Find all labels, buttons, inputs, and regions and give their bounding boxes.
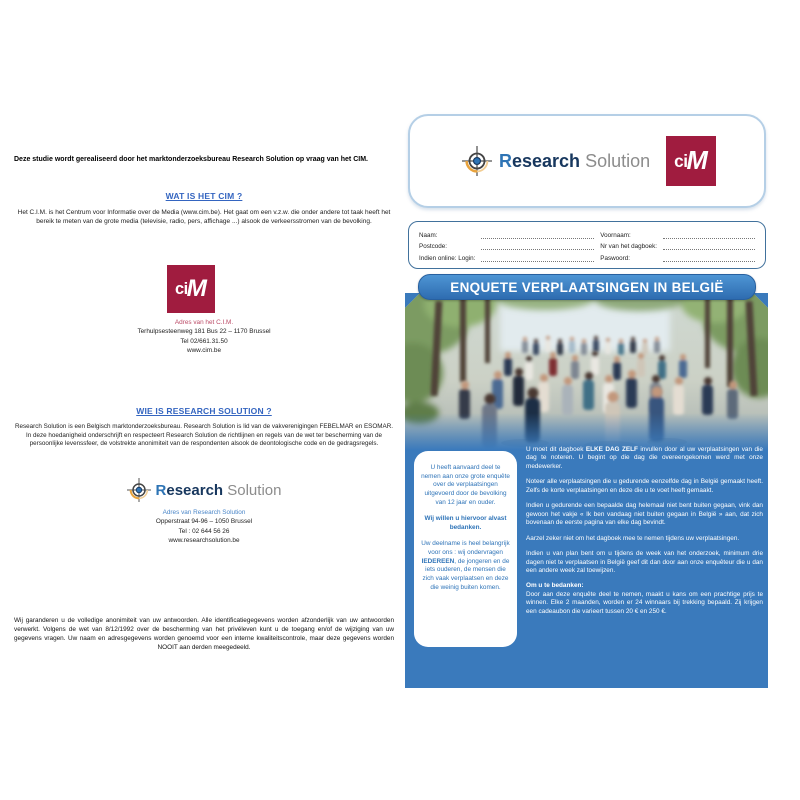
cim-address-block — [14, 318, 394, 355]
rs-logo-research: Research — [499, 150, 581, 171]
dagboeknr-label: Nr van het dagboek: — [600, 243, 657, 251]
rs-address-street: Opperstraat 94-96 – 1050 Brussel — [155, 518, 253, 526]
reward-paragraph: Door aan deze enquête deel te nemen, maakt u kans om een prachtige prijs te winnen. Elke 2 maanden, worden er 24 winnaars bij trekking bepaald. Zij krijgen een cadeaubon die varieert tussen 20 € en 250 €. — [526, 590, 763, 615]
cim-logo: ci M — [666, 136, 716, 186]
survey-title-banner — [418, 274, 756, 300]
welcome-paragraph-3: Uw deelname is heel belangrijk voor ons : wij ondervragen IEDEREEN, de jongeren en de iets ouderen, de mensen die zich vaak verplaatsen en deze die weinig buiten komen. — [421, 540, 510, 591]
voornaam-field — [663, 231, 755, 239]
cim-logo-text: ci — [175, 279, 188, 298]
cim-address-street: Terhulpsesteenweg 181 Bus 22 – 1170 Brussel — [137, 328, 271, 336]
respondent-form — [408, 221, 766, 269]
voornaam-label: Voornaam: — [600, 231, 631, 239]
rs-address-label: Adres van Research Solution — [162, 509, 246, 516]
welcome-thanks: Wij willen u hiervoor alvast bedanken. — [424, 515, 507, 531]
target-icon — [127, 478, 151, 502]
cim-logo: ci M — [167, 265, 215, 313]
target-icon — [462, 146, 492, 176]
cim-website-link: www.cim.be — [186, 346, 222, 354]
paswoord-field — [663, 254, 755, 262]
welcome-box — [414, 451, 517, 647]
rs-address-tel: Tel : 02 644 56 26 — [178, 527, 230, 535]
rs-logo-solution: Solution — [227, 481, 282, 499]
rs-website-link: www.researchsolution.be — [168, 536, 240, 544]
heading-wie-is-research-solution: WIE IS RESEARCH SOLUTION ? — [136, 406, 272, 416]
research-solution-logo — [14, 478, 394, 502]
rs-address-block — [14, 508, 394, 545]
naam-field — [481, 231, 594, 239]
study-intro-line: Deze studie wordt gerealiseerd door het marktonderzoeksbureau Research Solution op vraag van het CIM. — [14, 156, 368, 163]
dagboeknr-field — [663, 242, 755, 250]
survey-info-panel — [405, 293, 768, 688]
heading-wat-is-cim: WAT IS HET CIM ? — [165, 191, 243, 201]
rs-description: Research Solution is een Belgisch marktonderzoeksbureau. Research Solution is lid van de vakverenigingen FEBELMAR en ESOMAR. In deze hoedanigheid onderschrijft en respecteert Research Solution de richtlijnen en regels van de wet ter bescherming van de persoonlijke levenssfeer, de volstrekte anonimiteit van de respondenten alsook de deontologische code en de gedragsregels. — [14, 423, 393, 448]
reward-title: Om u te bedanken: — [526, 582, 584, 590]
instruction-5: Indien u van plan bent om u tijdens de week van het onderzoek, minimum drie dagen niet te verplaatsen in België geef dit dan door aan onze enquêteur die u dan een andere week zal toewijzen. — [526, 550, 763, 574]
header-logo-card — [408, 114, 766, 208]
rs-logo-research: Research — [155, 481, 224, 499]
login-field — [481, 254, 594, 262]
banner-text: ENQUETE VERPLAATSINGEN IN BELGIË — [450, 279, 724, 295]
paswoord-label: Paswoord: — [600, 255, 631, 262]
naam-label: Naam: — [419, 231, 438, 239]
diary-instructions — [526, 446, 763, 623]
postcode-field — [481, 242, 594, 250]
instruction-3: Indien u gedurende een bepaalde dag helemaal niet bent buiten gegaan, vink dan gewoon het vakje « Ik ben vandaag niet buiten gegaan in België » aan, dat zich bovenaan de eerste pagina van elke dag bevindt. — [526, 502, 763, 527]
cim-description: Het C.I.M. is het Centrum voor Informatie over de Media (www.cim.be). Het gaat om een v.z.w. die onder andere tot taak heeft het bereik te meten van de grote media (televisie, radio, pers, affichage ...) alsook de verkeersstromen van de bevolking. — [17, 209, 391, 225]
cim-address-tel: Tel 02/661.31.50 — [180, 337, 228, 345]
cim-address-label: Adres van het C.I.M. — [174, 319, 234, 326]
login-label: Indien online: Login: — [419, 255, 476, 262]
postcode-label: Postcode: — [419, 243, 448, 251]
instruction-1: U moet dit dagboek ELKE DAG ZELF invullen door al uw verplaatsingen van die dag te noteren. U begint op die dag die overeengekomen werd met onze medewerker. — [526, 446, 763, 470]
crowd-street-photo — [405, 293, 768, 450]
instruction-4: Aarzel zeker niet om het dagboek mee te nemen tijdens uw verplaatsingen. — [526, 534, 740, 542]
anonymity-notice: Wij garanderen u de volledige anonimiteit van uw antwoorden. Alle identificatiegegevens worden afzonderlijk van uw antwoorden verwerkt. Volgens de wet van 8/12/1992 over de bescherming van het privéleven kunt u de toegang en/of de wijziging van uw gegevens vragen. Uw naam en adresgegevens worden genoemd voor een interne kwaliteitscontrole, maar deze gegevens worden NOOIT aan derden meegedeeld. — [14, 617, 394, 652]
instruction-2: Noteer alle verplaatsingen die u gedurende eenzelfde dag in België gemaakt heeft. Zelfs de korte verplaatsingen en deze die u te voet heeft gemaakt. — [526, 478, 763, 494]
welcome-paragraph-1: U heeft aanvaard deel te nemen aan onze grote enquête over de verplaatsingen uitgevoerd door de bevolking van 12 jaar en ouder. — [421, 464, 510, 506]
cim-logo-text: ci — [674, 150, 688, 171]
research-solution-logo — [462, 146, 650, 176]
rs-logo-solution: Solution — [585, 150, 651, 171]
